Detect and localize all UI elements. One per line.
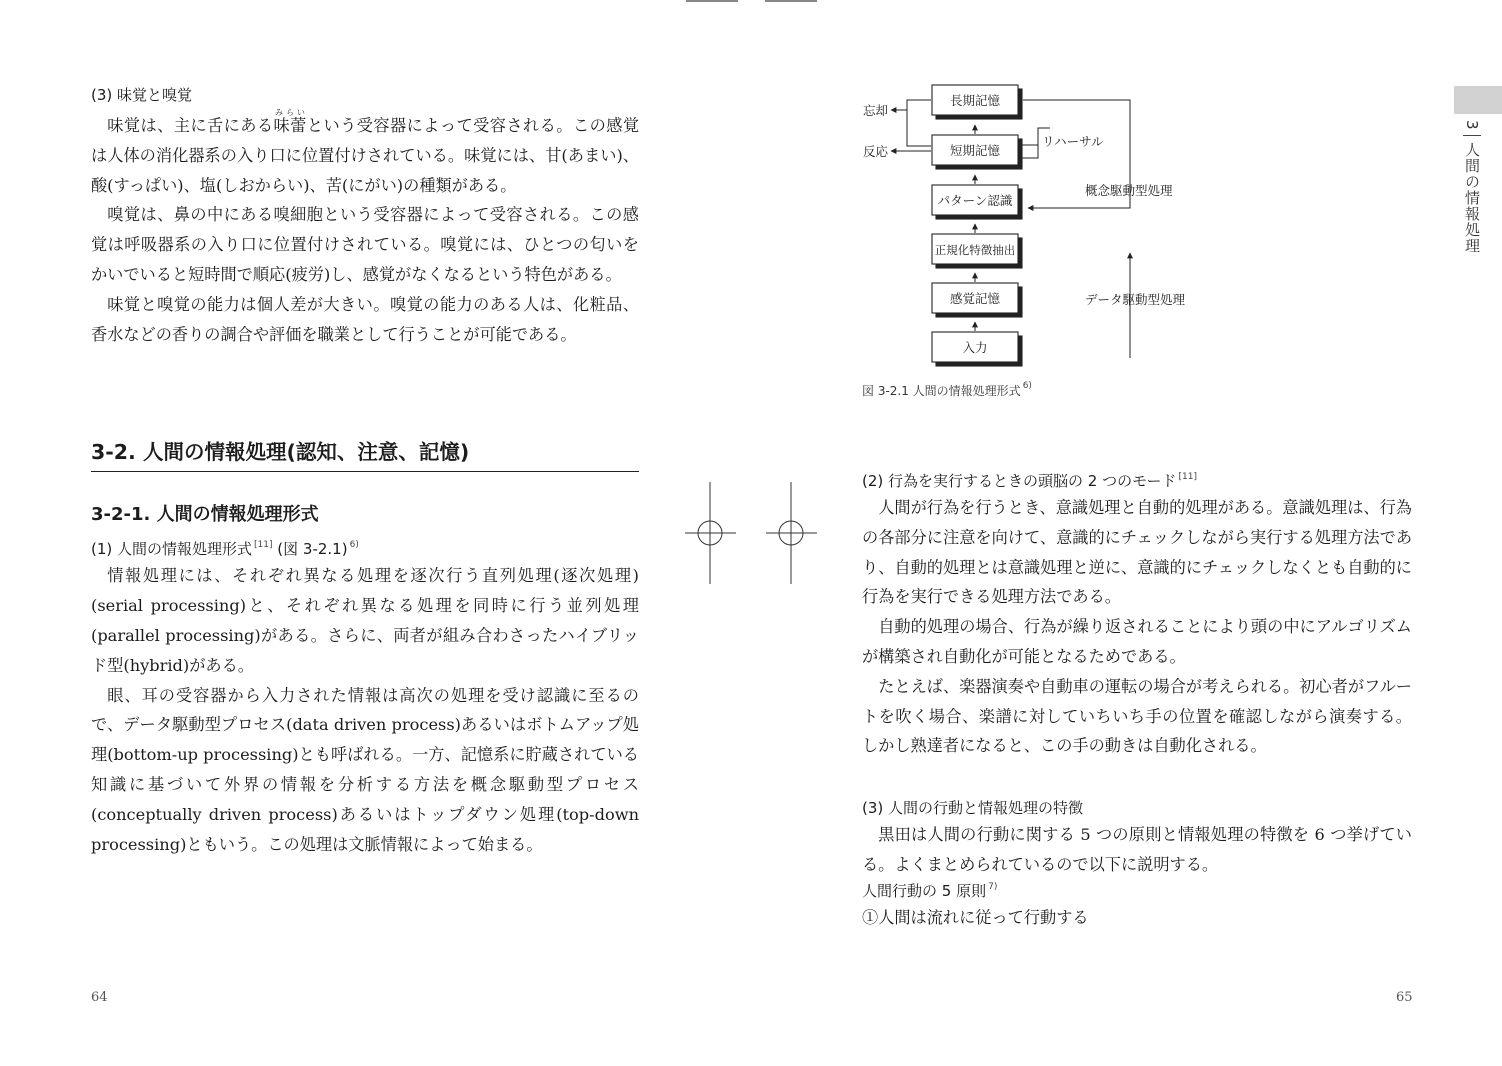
processing-paragraph-2: 眼、耳の受容器から入力された情報は高次の処理を受け認識に至るので、データ駆動型プロセス(data driven process)あるいはボトムアップ処理(bottom-up processing)とも呼ばれる。一方、記憶系に貯蔵されている知識に基づいて外界の情報を分析する方法を概念駆動型プロセス(conceptually driven process)あるいはトップダウン処理(top-down processing)ともいう。この処理は文脈情報によって始まる。: [91, 685, 639, 854]
ability-paragraph: 味覚と嗅覚の能力は個人差が大きい。嗅覚の能力のある人は、化粧品、香水などの香りの調合や評価を職業として行うことが可能である。: [91, 294, 639, 344]
figure-ref-sup: 6): [349, 540, 359, 551]
registration-mark-right: [766, 482, 817, 584]
ruby-text: みらい: [273, 108, 307, 117]
taste-smell-heading: (3) 味覚と嗅覚: [91, 86, 193, 104]
figure-ref: (図 3-2.1): [277, 540, 348, 559]
subsection-title: 3-2-1. 人間の情報処理形式: [91, 504, 319, 526]
chapter-thumb-index: [1454, 86, 1502, 114]
box-label-pattern-recognition: パターン認識: [937, 193, 1013, 208]
label-data-driven: データ駆動型処理: [1085, 292, 1186, 307]
taste-text-post: という受容器によって受容される。この感覚は人体の消化器系の入り口に位置付けされている。味覚には、甘(あまい)、酸(すっぱい)、塩(しおからい)、苦(にがい)の種類がある。: [91, 116, 640, 195]
information-processing-diagram: [855, 78, 1205, 368]
chapter-number: 3: [1463, 120, 1481, 136]
top-trim-mark-left: [686, 0, 738, 2]
principles-heading: [862, 880, 1412, 901]
top-trim-mark-right: [765, 0, 817, 2]
smell-paragraph: 嗅覚は、鼻の中にある嗅細胞という受容器によって受容される。この感覚は呼吸器系の入り口に位置付けされている。嗅覚には、ひとつの匂いをかいでいると短時間で順応(疲労)し、感覚がなくなるという特色がある。: [91, 205, 639, 284]
box-label-feature-extraction: 正規化特徴抽出: [934, 243, 1016, 257]
principle-1: ①人間は流れに従って行動する: [862, 907, 1089, 927]
box-label-long-term-memory: 長期記憶: [949, 93, 1001, 108]
page-number-left: 64: [91, 990, 108, 1005]
processing-form-heading: [91, 538, 639, 559]
box-label-input: 入力: [962, 340, 988, 355]
label-response: 反応: [863, 144, 889, 159]
page-number-right: 65: [1396, 990, 1413, 1005]
registration-mark-left: [685, 482, 736, 584]
arrow-short-to-forget: [907, 110, 931, 146]
modes-paragraph-2: 自動的処理の場合、行為が繰り返されることにより頭の中にアルゴリズムが構築され自動化が可能となるためである。: [862, 617, 1412, 666]
label-forget: 忘却: [863, 103, 889, 118]
arrow-forget: [891, 100, 931, 110]
taste-text-pre: 味覚は、主に舌にある: [107, 116, 274, 135]
right-page-content: [862, 470, 1412, 933]
ruby-base: 味蕾: [273, 116, 307, 135]
processing-paragraph-1: 情報処理には、それぞれ異なる処理を逐次行う直列処理(逐次処理)(serial processing)と、それぞれ異なる処理を同時に行う並列処理(parallel processing)がある。さらに、両者が組み合わさったハイブリッド型(hybrid)がある。: [91, 566, 639, 675]
mirai-ruby: [273, 108, 307, 135]
caption-text: 図 3-2.1 人間の情報処理形式: [862, 384, 1021, 398]
principles-heading-text: 人間行動の 5 原則: [862, 881, 987, 900]
label-rehearsal: リハーサル: [1042, 134, 1104, 149]
caption-sup: 6): [1022, 381, 1032, 391]
two-modes-heading: [862, 470, 1412, 491]
taste-paragraph: [91, 108, 639, 200]
principles-sup: 7): [988, 881, 998, 892]
chapter-name: 人間の情報処理: [1463, 141, 1481, 254]
label-concept-driven: 概念駆動型処理: [1085, 183, 1173, 198]
citation-ref: [11]: [1178, 472, 1197, 482]
box-label-short-term-memory: 短期記憶: [949, 143, 1001, 158]
behavior-heading: (3) 人間の行動と情報処理の特徴: [862, 799, 1084, 818]
modes-paragraph-3: たとえば、楽器演奏や自動車の運転の場合が考えられる。初心者がフルートを吹く場合、楽譜に対していちいち手の位置を確認しながら演奏する。しかし熟達者になると、この手の動きは自動化される。: [862, 676, 1412, 756]
box-label-sensory-memory: 感覚記憶: [949, 291, 1001, 306]
figure-caption: [862, 381, 1032, 399]
chapter-side-tab: [1462, 120, 1483, 254]
kuroda-paragraph: 黒田は人間の行動に関する 5 つの原則と情報処理の特徴を 6 つ挙げている。よくまとめられているので以下に説明する。: [862, 825, 1412, 874]
registration-marks: [680, 480, 820, 586]
heading-text: (1) 人間の情報処理形式: [91, 540, 253, 559]
citation-ref: [11]: [254, 540, 273, 551]
modes-paragraph-1: 人間が行為を行うとき、意識処理と自動的処理がある。意識処理は、行為の各部分に注意を向けて、意識的にチェックしながら実行する処理方法であり、自動的処理とは意識処理と逆に、意識的にチェックしなくとも自動的に行為を実行できる処理方法である。: [862, 498, 1412, 607]
left-page-content: [91, 84, 639, 859]
heading-text: (2) 行為を実行するときの頭脳の 2 つのモード: [862, 472, 1177, 490]
section-title: 3-2. 人間の情報処理(認知、注意、記憶): [91, 435, 639, 472]
